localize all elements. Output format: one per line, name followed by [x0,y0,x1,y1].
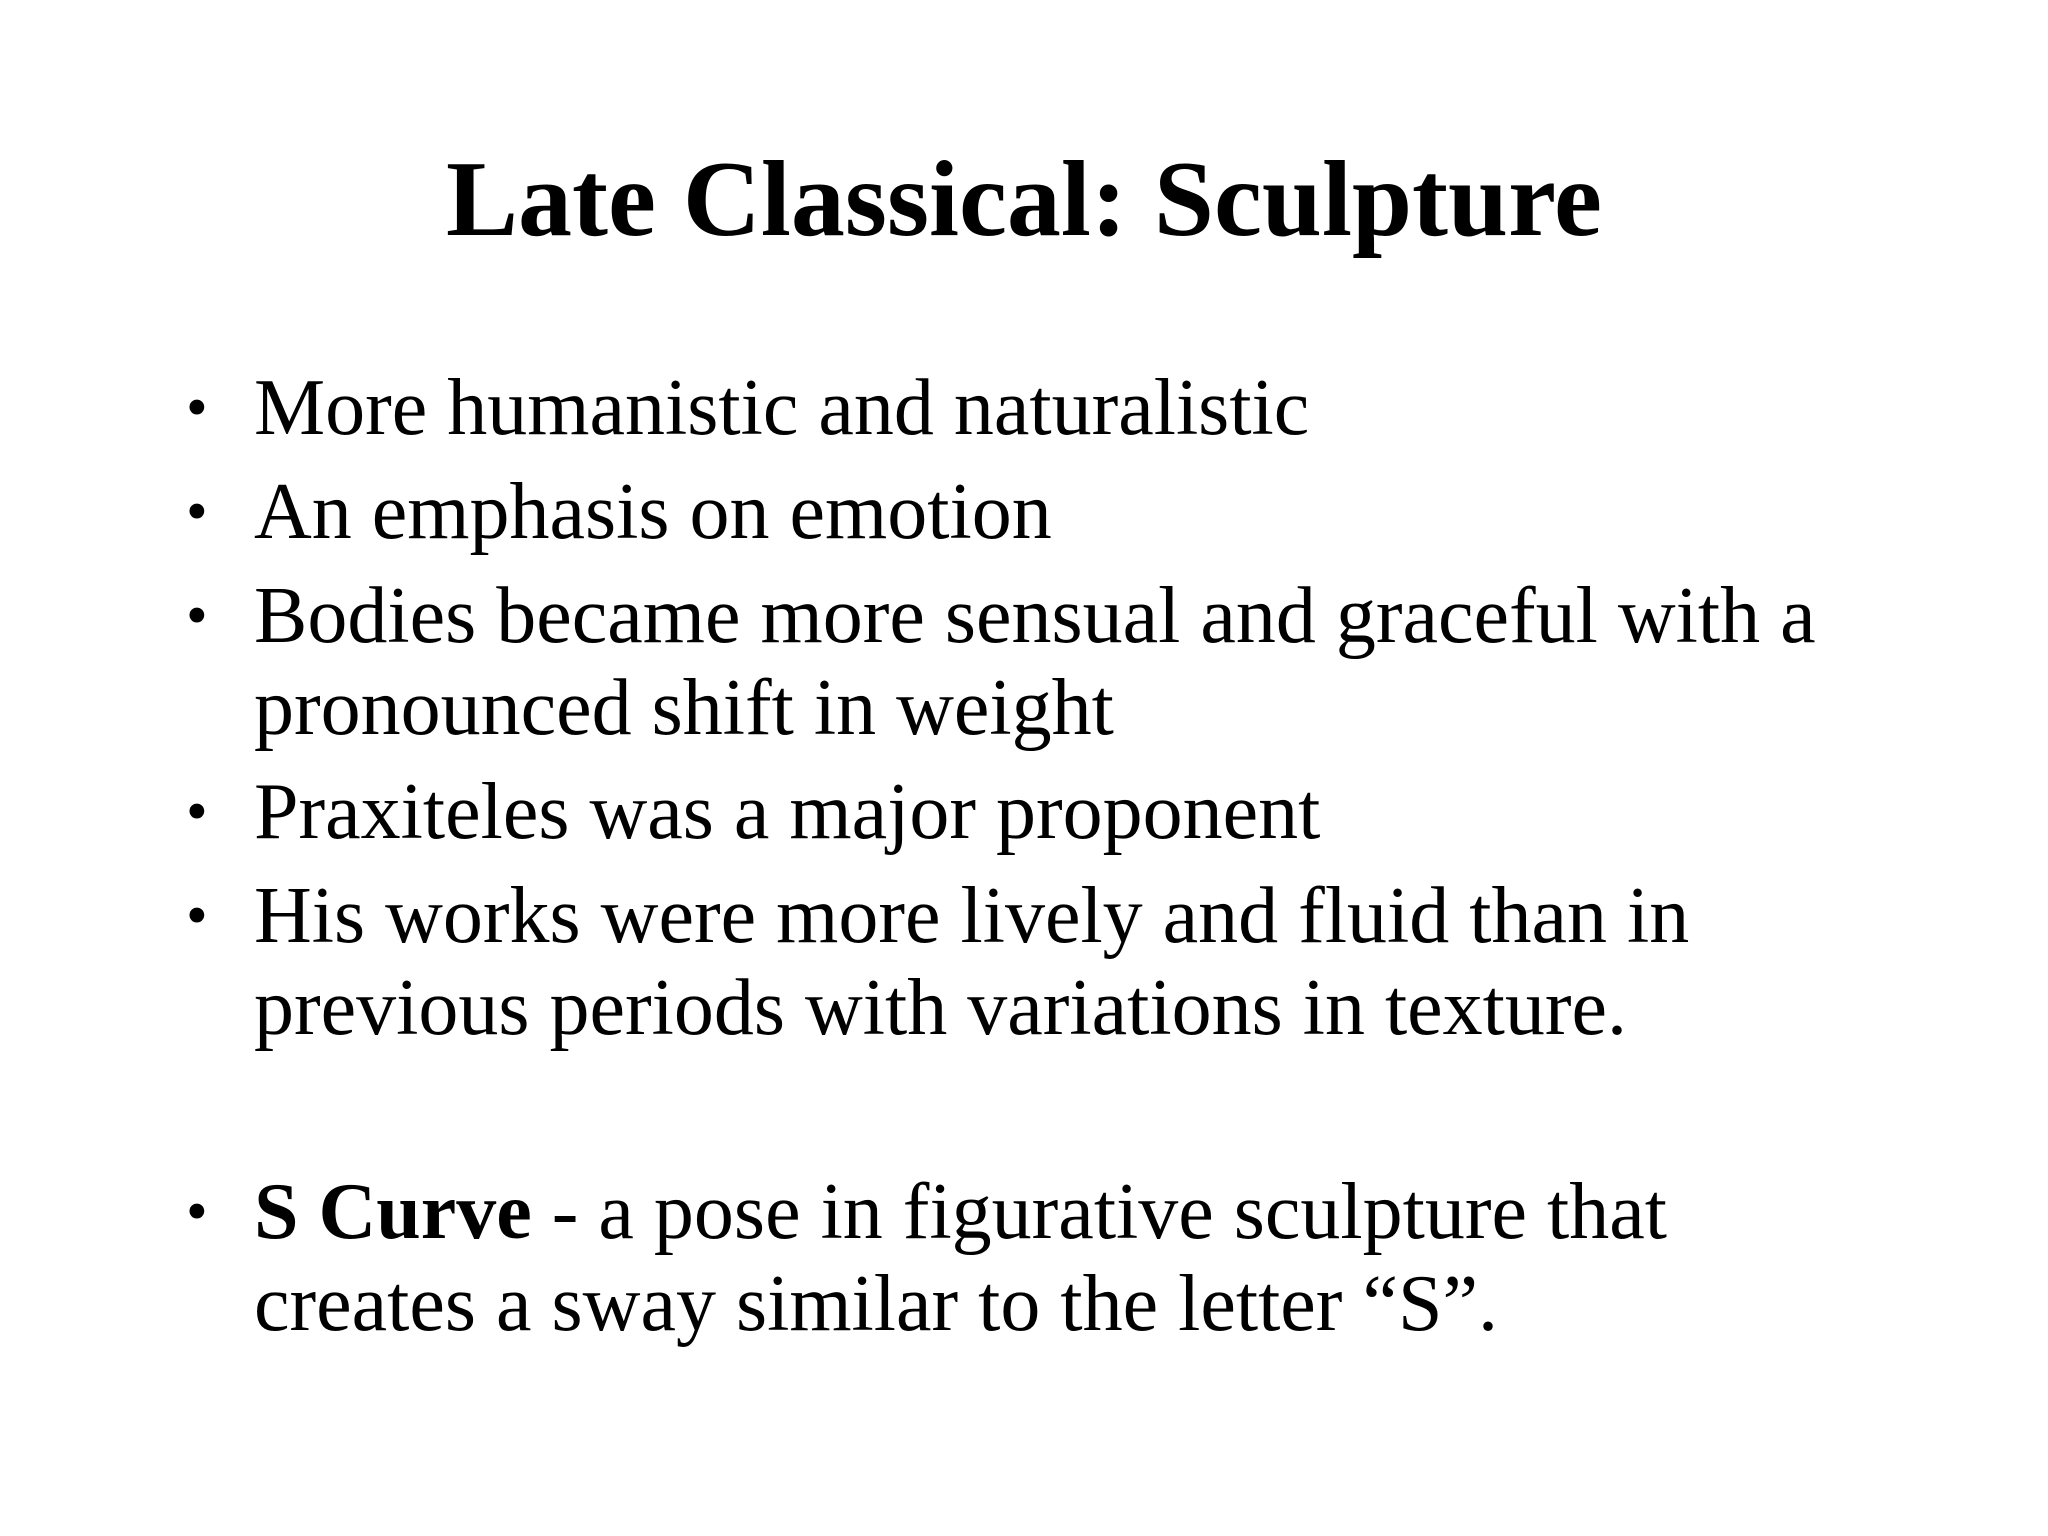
bullet-text: An emphasis on emotion [254,468,1052,556]
bullet-item [170,766,1890,858]
bullet-item-definition [170,1166,1890,1350]
bullet-item [170,870,1890,1054]
bullet-text: His works were more lively and fluid than in previous periods with variations in texture. [254,872,1690,1052]
bullet-dot-icon: • [186,882,208,950]
bullet-dot-icon: • [186,1178,208,1246]
bullet-dot-icon: • [186,582,208,650]
bullet-dot-icon: • [186,374,208,442]
bullet-dot-icon: • [186,478,208,546]
definition-text: - a pose in figurative sculpture that creates a sway similar to the letter “S”. [254,1168,1667,1348]
bullet-item [170,570,1890,754]
definition-term: S Curve [254,1168,532,1256]
bullet-text: More humanistic and naturalistic [254,364,1310,452]
bullet-text: Bodies became more sensual and graceful with a pronounced shift in weight [254,572,1816,752]
slide-title: Late Classical: Sculpture [446,140,1602,259]
bullet-text: Praxiteles was a major proponent [254,768,1321,856]
bullet-dot-icon: • [186,778,208,846]
bullet-item [170,466,1890,558]
bullet-list [170,362,1890,1362]
bullet-item [170,362,1890,454]
